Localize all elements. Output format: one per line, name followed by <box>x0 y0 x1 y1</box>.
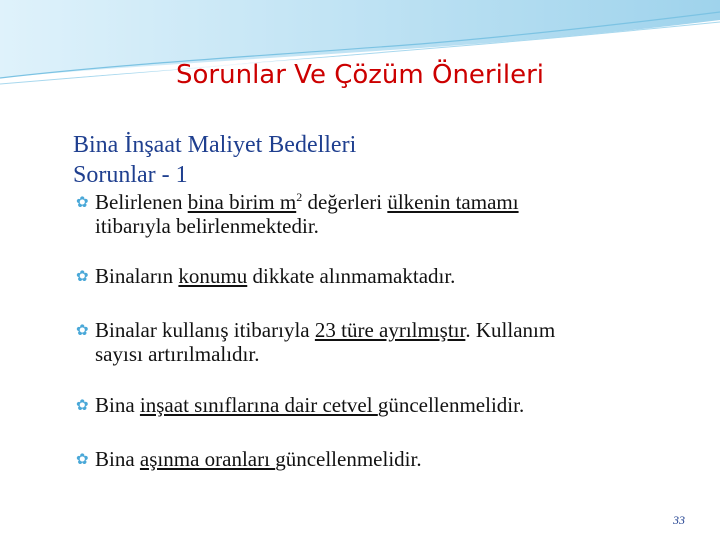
ornament-bullet-icon: ✿ <box>76 269 89 285</box>
subtitle-line-1: Bina İnşaat Maliyet Bedelleri <box>73 132 357 158</box>
subtitle-line-2: Sorunlar - 1 <box>73 162 188 188</box>
page-number: 33 <box>673 513 685 527</box>
bullet-item: ✿ Bina aşınma oranları güncellenmelidir. <box>76 447 422 471</box>
ornament-bullet-icon: ✿ <box>76 398 89 414</box>
bullet-item: ✿ Binalar kullanış itibarıyla 23 türe ayrılmıştır. Kullanım sayısı artırılmalıdır. <box>76 318 556 366</box>
bullet-item: ✿ Binaların konumu dikkate alınmamaktadır. <box>76 264 456 288</box>
bullet-item: ✿ Bina inşaat sınıflarına dair cetvel güncellenmelidir. <box>76 393 525 417</box>
ornament-bullet-icon: ✿ <box>76 195 89 211</box>
ornament-bullet-icon: ✿ <box>76 452 89 468</box>
slide-subtitle <box>73 130 356 190</box>
bullet-item: ✿ Belirlenen bina birim $m^2$ değerleri ülkenin tamamı itibarıyla belirlenmektedir. <box>76 190 519 238</box>
bullet-list <box>76 190 676 471</box>
ornament-bullet-icon: ✿ <box>76 323 89 339</box>
slide-title: Sorunlar Ve Çözüm Önerileri <box>176 60 544 90</box>
